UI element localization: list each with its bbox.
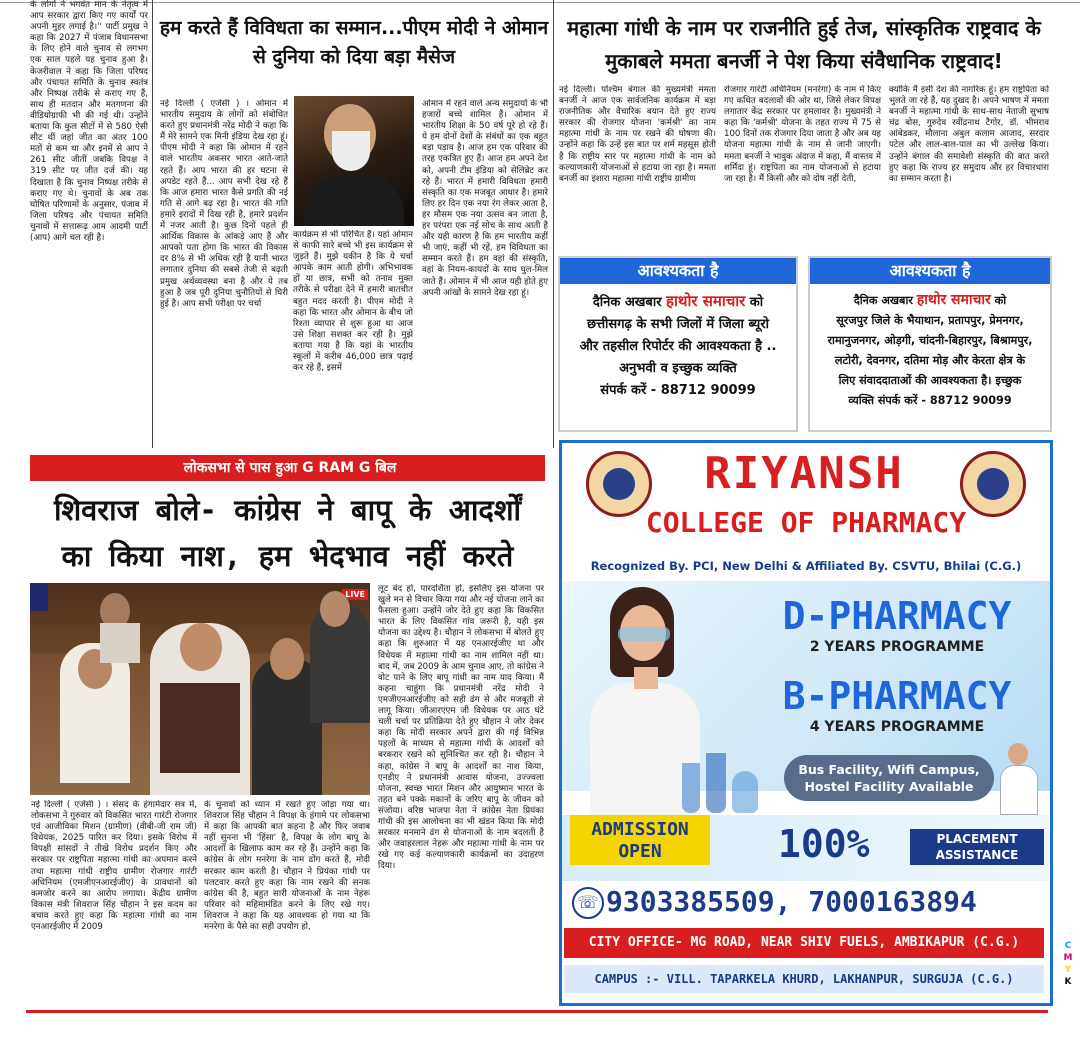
- modi-col-a: नई दिल्ली ( एजेंसी ) । ओमान में भारतीय समुदाय के लोगों को संबोधित करते हुए प्रधानमंत्री नरेंद्र मोदी ने कहा कि मैं मेरे सामने एक मिनी इंडिया देख रहा हूं। पीएम मोदी ने कहा कि ओमान में रहने वाले भारतीय अकसर भारत आते-जाते रहते हैं। आप भारत की हर घटना से अपडेट रहते हैं... आप सभी देख रहे हैं कि आज हमारा भारत कैसे प्रगति की नई गति से आगे बढ़ रहा है। भारत की गति हमारे इरादों में दिख रही है, हमारे प्रदर्शन में नजर आती है। कुछ दिनों पहले ही आर्थिक विकास के आंकड़े आए हैं और आपको पता होगा कि भारत की विकास दर 8% से भी अधिक रही है यानी भारत लगातार दुनिया की सबसे तेजी से बढ़ती प्रमुख अर्थव्यवस्था बना है और ये तब हुआ है जब पूरी दुनिया चुनौतियों से घिरी हुई है। आप सभी परीक्षा पर चर्चा: [160, 99, 288, 309]
- classified-line: और तहसील रिपोर्टर की आवश्यकता है ..: [579, 339, 777, 354]
- pharmacist-icon: [996, 743, 1040, 813]
- channel-logo: [30, 583, 48, 611]
- classified-line: दैनिक अखबार: [592, 295, 667, 310]
- classified-line: को: [990, 294, 1007, 307]
- gandhi-headline: महात्मा गांधी के नाम पर राजनीति हुई तेज, सांस्कृतिक राष्ट्रवाद के मुकाबले ममता बनर्जी ने पेश किया संवैधानिक राष्ट्रवाद!: [567, 16, 1041, 73]
- cmyk-y: Y: [1064, 965, 1072, 975]
- college-name-2: COLLEGE OF PHARMACY: [645, 506, 967, 539]
- cmyk-c: C: [1064, 941, 1072, 951]
- admission-line-1: ADMISSION: [591, 819, 689, 840]
- classified-line: को: [745, 295, 764, 310]
- cmyk-m: M: [1063, 953, 1073, 963]
- course-b-pharmacy: B-PHARMACY: [782, 674, 1012, 718]
- shivraj-col-a: नई दिल्ली ( एजेंसी ) । संसद के हंगामेदार सत्र में, लोकसभा ने गुरुवार को विकसित भारत गारंटी रोजगार एवं आजीविका मिशन (ग्रामीण) (वीबी-जी राम जी) विधेयक, 2025 पारित कर दिया। इसके विरोध में विपक्षी सांसदों ने तीखे विरोध प्रदर्शन किए और सरकार पर राष्ट्रपिता महात्मा गांधी का अपमान करने तथा महात्मा गांधी राष्ट्रीय ग्रामीण रोजगार गारंटी अधिनियम (एमजीएनआरईजीए) के प्रावधानों को कमजोर करने का आरोप लगाया। केंद्रीय ग्रामीण विकास मंत्री शिवराज सिंह चौहान ने इस कदम का बचाव करते हुए कहा कि महात्मा गांधी का नाम एनआरईजीए में 2009: [31, 800, 197, 933]
- parliament-photo: [30, 583, 370, 795]
- classified-line: सूरजपुर जिले के भैयाथान, प्रतापपुर, प्रेमनगर,: [836, 314, 1024, 327]
- shivraj-col-c: लूट बंद हो, पारदर्शिता हो, इसलिए इस योजना पर खुले मन से विचार किया गया और नई योजना लाने का फैसला हुआ। उन्होंने जोर देते हुए कहा कि विकसित भारत के लिए विकसित गांव जरूरी है, यही इस योजना का उद्देश्य है। चौहान ने लोकसभा में बोलते हुए कहा कि शुरुआत में यह एनआरईजीए था और विधेयक में महात्मा गांधी का नाम शामिल नहीं था। बाद में, जब 2009 के आम चुनाव आए, तो कांग्रेस ने वोट पाने के लिए बापू गांधी का नाम याद किया। मैं कहना चाहूंगा कि प्रधानमंत्री नरेंद्र मोदी ने एमजीएनआरईजीए को सही ढंग से और मजबूती से लागू किया। जीआरएएम जी विधेयक पर आठ घंटे चली चर्चा पर प्रतिक्रिया देते हुए चौहान ने जोर देकर कहा कि मोदी सरकार अपने द्वारा की गई विभिन्न पहलों के माध्यम से महात्मा गांधी के आदर्शों को बरकरार रखने को सुनिश्चित कर रही है। चौहान ने कहा, कांग्रेस ने बापू के आदर्शों का नाश किया, एनडीए ने प्रधानमंत्री आवास योजना, उज्ज्वला योजना, स्वच्छ भारत मिशन और आयुष्मान भारत के तहत बने पक्के मकानों के जरिए बापू के जीवन को संजोया। वरिष्ठ भाजपा नेता ने कांग्रेस नेता प्रियंका गांधी की इस आलोचना का भी खंडन किया कि मोदी सरकार मनमाने ढंग से योजनाओं के नाम बदलती है और जवाहरलाल नेहरू और महात्मा गांधी के नाम पर रखे गए कई कल्याणकारी कार्यक्रमों का उदाहरण दिया।: [378, 584, 544, 872]
- col-rule-2: [553, 0, 554, 448]
- classified-body: [810, 290, 1050, 411]
- col-rule: [152, 0, 153, 448]
- classified-contact: व्यक्ति संपर्क करें - 88712 90099: [848, 394, 1012, 407]
- placement-line-2: ASSISTANCE: [935, 848, 1019, 862]
- classified-line: दैनिक अखबार: [853, 294, 917, 307]
- shivraj-headline-2: का किया नाश, हम भेदभाव नहीं करते: [61, 539, 514, 573]
- modi-photo: [294, 96, 414, 226]
- college-name-1: RIYANSH: [704, 448, 904, 499]
- modi-col-c: ओमान में रहने वाले अन्य समुदायों के भी हजारों बच्चे शामिल हैं। ओमान में भारतीय शिक्षा के 50 वर्ष पूरे हो रहे हैं। ये हम दोनों देशों के संबंधों का एक बहुत बड़ा पड़ाव है। आज हम एक परिवार की तरह एकत्रित हुए हैं। आज हम अपने देश को, अपनी टीम इंडिया को सेलिब्रेट कर रहे हैं। भारत में हमारी विविधता हमारी संस्कृति का एक मजबूत आधार है। हमारे लिए हर दिन एक नया रंग लेकर आता है, हर मौसम एक नया उत्सव बन जाता है, हर परंपरा एक नई सोच के साथ आती है और यही कारण है कि हम भारतीय कहीं भी जाएं, कहीं भी रहें, हम विविधता का सम्मान करते हैं। हम वहां की संस्कृति, वहां के नियम-कायदों के साथ घुल-मिल जाते हैं। ओमान में भी आज यही होते हुए अपनी आंखों के सामने देख रहा हूं।: [422, 99, 548, 298]
- shivraj-col-b: के चुनावों को ध्यान में रखते हुए जोड़ा गया था। शिवराज सिंह चौहान ने विपक्ष के हंगामे पर लोकसभा में कहा कि आपकी बात कहना है और फिर जवाब नहीं सुनना भी 'हिंसा' है, विपक्ष के लोग बापू के आदर्शों के खिलाफ काम कर रहे हैं। उन्होंने कहा कि कांग्रेस के लोग मनरेगा के नाम ढोंग करते हैं, मोदी सरकार काम करती है। चौहान ने प्रियंका गांधी पर पलटवार करते हुए कहा कि नाम रखने की सनक कांग्रेस की है, बहुत सारी योजनाओं के नाम नेहरू परिवार को महिमामंडित करने के लिए रखे गए। शिवराज ने कहा कि यह आवश्यक हो गया था कि मनरेगा के पैसे का सही उपयोग हो,: [204, 800, 370, 933]
- classified-title: आवश्यकता है: [560, 258, 796, 284]
- classified-ad-left: [558, 256, 798, 432]
- campus-bar: [564, 965, 1044, 993]
- classified-line: छत्तीसगढ़ के सभी जिलों में जिला ब्यूरो: [586, 317, 770, 332]
- course-d-pharmacy: D-PHARMACY: [782, 594, 1012, 638]
- phone-numbers: 9303385509, 7000163894: [606, 885, 977, 918]
- placement-box: [910, 829, 1044, 865]
- phone-icon: ☏: [572, 887, 604, 919]
- classified-body: [560, 290, 796, 402]
- kicker-bar: [30, 455, 545, 481]
- shivraj-headline-1: शिवराज बोले- कांग्रेस ने बापू के आदर्शों: [53, 493, 522, 527]
- course-b-sub: 4 YEARS PROGRAMME: [809, 719, 985, 735]
- brand-name: हाथोर समाचार: [916, 292, 991, 308]
- modi-headline: हम करते हैं विविधता का सम्मान...पीएम मोदी ने ओमान से दुनिया को दिया बड़ा मैसेज: [159, 17, 549, 68]
- classified-line: रामानुजनगर, ओड़गी, चांदनी-बिहारपुर, बिश्रामपुर,: [827, 334, 1033, 347]
- cmyk-marks: [1062, 940, 1074, 988]
- placement-percent: 100%: [778, 822, 870, 866]
- top-rule: [0, 2, 1080, 3]
- classified-line: लिए संवाददाताओं की आवश्यकता है। इच्छुक: [838, 374, 1022, 387]
- facility-pill: Bus Facility, Wifi Campus, Hostel Facility Available: [784, 755, 994, 801]
- gandhi-col-b: रोजगार गारंटी अधिनियम (मनरेगा) के नाम में किए गए कथित बदलावों की ओर था, जिसे लेकर विपक्ष लगातार केंद्र सरकार पर हमलावर है। मुख्यमंत्री ने कहा कि 'कर्मश्री' योजना के तहत राज्य में 75 से 100 दिनों तक रोजगार दिया जाता है और अब यह योजना महात्मा गांधी के नाम से जानी जाएगी। ममता बनर्जी ने भावुक अंदाज में कहा, मैं वास्तव में शर्मिंदा हूं। राष्ट्रपिता का नाम योजनाओं से हटाया जा रहा है। मैं किसी और को दोष नहीं देती,: [724, 85, 881, 184]
- campus-text: CAMPUS :- VILL. TAPARKELA KHURD, LAKHANPUR, SURGUJA (C.G.): [594, 972, 1014, 986]
- cmyk-k: K: [1064, 977, 1072, 987]
- kicker-text: लोकसभा से पास हुआ G RAM G बिल: [183, 460, 397, 476]
- live-badge: LIVE: [342, 589, 368, 600]
- classified-ad-right: [808, 256, 1052, 432]
- recognition-text: Recognized By. PCI, New Delhi & Affiliated By. CSVTU, Bhilai (C.G.): [590, 559, 1022, 573]
- lab-flasks: [682, 743, 762, 813]
- bottom-rule: [26, 1010, 1048, 1013]
- gandhi-col-a: नई दिल्ली। पश्चिम बंगाल की मुख्यमंत्री ममता बनर्जी ने आज एक सार्वजनिक कार्यक्रम में बड़ा राजनीतिक और वैचारिक बयान देते हुए राज्य सरकार की रोजगार योजना 'कर्मश्री' का नाम महात्मा गांधी के नाम पर रखने की घोषणा की। उन्होंने कहा कि उन्हें इस बात पर शर्म महसूस होती है कि राष्ट्रीय स्तर पर महात्मा गांधी के नाम को कल्याणकारी योजनाओं से हटाया जा रहा है। ममता बनर्जी का इशारा महात्मा गांधी राष्ट्रीय ग्रामीण: [559, 85, 716, 184]
- classified-line: अनुभवी व इच्छुक व्यक्ति: [619, 361, 737, 376]
- course-d-sub: 2 YEARS PROGRAMME: [809, 639, 985, 655]
- col1-text: के लोगों ने भगवंत मान के नेतृत्व में आप सरकार द्वारा किए गए कार्यों पर अपनी मुहर लगाई है।'' पार्टी प्रमुख ने कहा कि 2027 में पंजाब विधानसभा के लिए होने वाले चुनाव से लगभग एक साल पहले यह चुनाव हुआ है। केजरीवाल ने कहा कि जिला परिषद और पंचायत समिति के चुनाव स्वतंत्र और निष्पक्ष तरीके से कराए गए हैं, साथ ही मतदान और मतगणना की वीडियोग्राफी भी की गई थी। उन्होंने बताया कि कुल सीटों में से 580 ऐसी सीट थीं जहां जीत का अंतर 100 मतों से कम था और इनमें से आप ने 261 सीट जीतीं जबकि विपक्ष ने 319 सीट पर जीत दर्ज की। यह दिखाता है कि चुनाव निष्पक्ष तरीके से कराए गए थे। चुनावों के अब तक घोषित परिणामों के अनुसार, पंजाब में जिला परिषद और पंचायत समिति चुनावों में सत्तारूढ़ आम आदमी पार्टी (आप) आगे चल रही है।: [30, 0, 148, 243]
- city-office-bar: [564, 928, 1044, 958]
- classified-line: लटोरी, देवनगर, दतिमा मोड़ और केरता क्षेत्र के: [834, 354, 1026, 367]
- gandhi-col-c: क्योंकि मैं इसी देश की नागरिक हूं। हम राष्ट्रपिता को भुलते जा रहे हैं, यह दुखद है। अपने भाषण में ममता बनर्जी ने महात्मा गांधी के साथ-साथ नेताजी सुभाष चंद्र बोस, गुरुदेव रवींद्रनाथ टैगोर, डॉ. भीमराव आंबेडकर, मौलाना अबुल कलाम आजाद, सरदार पटेल और लाल-बाल-पाल का भी उल्लेख किया। उन्होंने बंगाल की समावेशी संस्कृति की बात करते हुए कहा कि राज्य हर समुदाय और हर विचारधारा का सम्मान करता है।: [889, 85, 1049, 184]
- admission-line-2: OPEN: [618, 841, 662, 862]
- admission-badge: [570, 815, 710, 865]
- brand-name: हाथोर समाचार: [666, 292, 746, 310]
- modi-col-b: कार्यक्रम से भी परिचित हैं। यहां ओमान से काफी सारे बच्चे भी इस कार्यक्रम से जुड़ते हैं। मुझे यकीन है कि ये चर्चा आपके काम आती होगी। अभिभावक हों या छात्र, सभी को तनाव मुक्त तरीके से परीक्षा देने में हमारी बातचीत बहुत मदद करती है। पीएम मोदी ने कहा कि भारत और ओमान के बीच जो रिश्ता व्यापार से शुरू हुआ था आज उसे शिक्षा सशक्त कर रही है। मुझे बताया गया है कि यहां के भारतीय स्कूलों में करीब 46,000 छात्र पढ़ाई कर रहे हैं, इसमें: [293, 230, 413, 374]
- classified-contact: संपर्क करें - 88712 90099: [600, 383, 756, 398]
- classified-title: आवश्यकता है: [810, 258, 1050, 284]
- placement-line-1: PLACEMENT: [936, 832, 1018, 846]
- college-ad: [559, 440, 1053, 1006]
- city-office-text: CITY OFFICE- MG ROAD, NEAR SHIV FUELS, AMBIKAPUR (C.G.): [588, 935, 1020, 950]
